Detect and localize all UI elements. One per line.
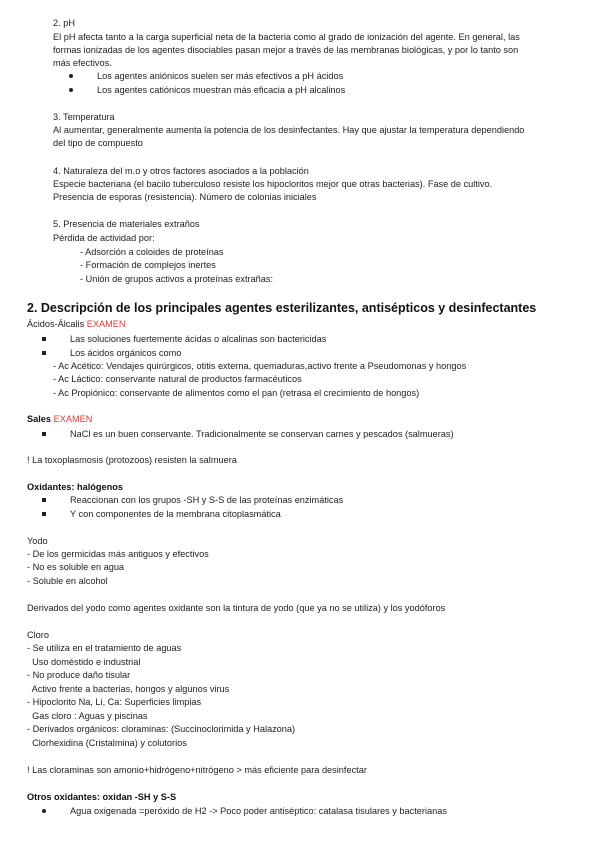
cloro-item-3: - No produce daño tisular xyxy=(27,670,131,680)
bullet-dot-icon xyxy=(69,74,73,78)
ph-line-3: más efectivos. xyxy=(53,58,112,68)
otros-bullet: Agua oxigenada =peróxido de H2 -> Poco poder antiséptico: catalasa tisulares y bacterianas xyxy=(70,806,447,816)
cloro-item-7: - Derivados orgánicos: cloraminas: (Succinoclorimida y Halazona) xyxy=(27,724,296,734)
oxidantes-bullet-1: Reaccionan con los grupos -SH y S-S de las proteínas enzimáticas xyxy=(70,495,344,505)
toxo-note: ! La toxoplasmosis (protozoos) resisten la salmuera xyxy=(27,455,237,465)
section2-heading: 2. Descripción de los principales agentes esterilizantes, antisépticos y desinfectantes xyxy=(27,301,537,315)
materiales-item-1: - Adsorción a coloides de proteínas xyxy=(80,247,224,257)
yodo-item-1: - De los germicidas más antiguos y efectivos xyxy=(27,549,209,559)
cloro-item-6: Gas cloro : Aguas y piscinas xyxy=(27,711,148,721)
ph-bullet-2: Los agentes catiónicos muestran más eficacia a pH alcalinos xyxy=(97,85,346,95)
bullet-dot-icon xyxy=(42,809,46,813)
naturaleza-line-1: Especie bacteriana (el bacilo tuberculoso resiste los hipocloritos mejor que otras bacterias). Fase de cultivo. xyxy=(53,179,493,189)
yodo-label: Yodo xyxy=(27,536,48,546)
sales-label: Sales xyxy=(27,414,52,424)
bullet-square-icon xyxy=(42,432,46,436)
examen-tag: EXAMEN xyxy=(53,414,93,424)
temp-line-2: del tipo de compuesto xyxy=(53,138,143,148)
cloro-label: Cloro xyxy=(27,630,49,640)
temp-title: 3. Temperatura xyxy=(53,112,115,122)
materiales-item-3: - Unión de grupos activos a proteínas extrañas: xyxy=(80,274,274,284)
derivados-yodo: Derivados del yodo como agentes oxidante son la tintura de yodo (que ya no se utiliza) y los yodóforos xyxy=(27,603,446,613)
acidos-item-propionico: - Ac Propiónico: conservante de alimentos como el pan (retrasa el crecimiento de hongos) xyxy=(53,388,420,398)
materiales-intro: Pérdida de actividad por: xyxy=(53,233,155,243)
ph-title: 2. pH xyxy=(53,18,75,28)
acidos-label-row xyxy=(27,318,126,331)
acidos-label: Ácidos-Álcalis xyxy=(27,319,85,329)
cloro-item-8: Clorhexidina (Cristalmina) y colutorios xyxy=(27,738,187,748)
bullet-square-icon xyxy=(42,351,46,355)
cloro-item-2: Uso doméstido e industrial xyxy=(27,657,141,667)
cloro-item-5: - Hipoclorito Na, Li, Ca: Superficies limpias xyxy=(27,697,202,707)
bullet-square-icon xyxy=(42,498,46,502)
yodo-item-3: - Soluble en alcohol xyxy=(27,576,108,586)
cloraminas-note: ! Las cloraminas son amonio+hidrógeno+nitrógeno > más eficiente para desinfectar xyxy=(27,765,367,775)
bullet-square-icon xyxy=(42,512,46,516)
cloro-item-1: - Se utiliza en el tratamiento de aguas xyxy=(27,643,182,653)
yodo-item-2: - No es soluble en agua xyxy=(27,562,125,572)
materiales-title: 5. Presencia de materiales extraños xyxy=(53,219,200,229)
bullet-dot-icon xyxy=(69,88,73,92)
materiales-item-2: - Formación de complejos inertes xyxy=(80,260,216,270)
acidos-item-acetico: - Ac Acético: Vendajes quirúrgicos, otitis externa, quemaduras,activo frente a Pseudomonas y hongos xyxy=(53,361,467,371)
examen-tag: EXAMEN xyxy=(86,319,126,329)
sales-bullet: NaCl es un buen conservante. Tradicionalmente se conservan carnes y pescados (salmueras) xyxy=(70,429,454,439)
bullet-square-icon xyxy=(42,337,46,341)
acidos-bullet-1: Las soluciones fuertemente ácidas o alcalinas son bactericidas xyxy=(70,334,327,344)
naturaleza-title: 4. Naturaleza del m.o y otros factores asociados a la población xyxy=(53,166,309,176)
ph-line-1: El pH afecta tanto a la carga superficial neta de la bacteria como al grado de ionización del agente. En general, las xyxy=(53,32,520,42)
naturaleza-line-2: Presencia de esporas (resistencia). Número de colonias iniciales xyxy=(53,192,317,202)
oxidantes-bullet-2: Y con componentes de la membrana citoplasmática xyxy=(70,509,281,519)
ph-line-2: formas ionizadas de los agentes disociables pasan mejor a través de las membranas biológicas, y por lo tanto son xyxy=(53,45,519,55)
temp-line-1: Al aumentar, generalmente aumenta la potencia de los desinfectantes. Hay que ajustar la temperatura dependiendo xyxy=(53,125,525,135)
otros-heading: Otros oxidantes: oxidan -SH y S-S xyxy=(27,792,177,802)
acidos-item-lactico: - Ac Láctico: conservante natural de productos farmacéuticos xyxy=(53,374,302,384)
oxidantes-heading: Oxidantes: halógenos xyxy=(27,482,123,492)
sales-label-row xyxy=(27,413,92,426)
ph-bullet-1: Los agentes aniónicos suelen ser más efectivos a pH ácidos xyxy=(97,71,344,81)
cloro-item-4: Activo frente a bacterias, hongos y algunos virus xyxy=(27,684,230,694)
acidos-bullet-2: Los ácidos orgánicos como xyxy=(70,348,182,358)
